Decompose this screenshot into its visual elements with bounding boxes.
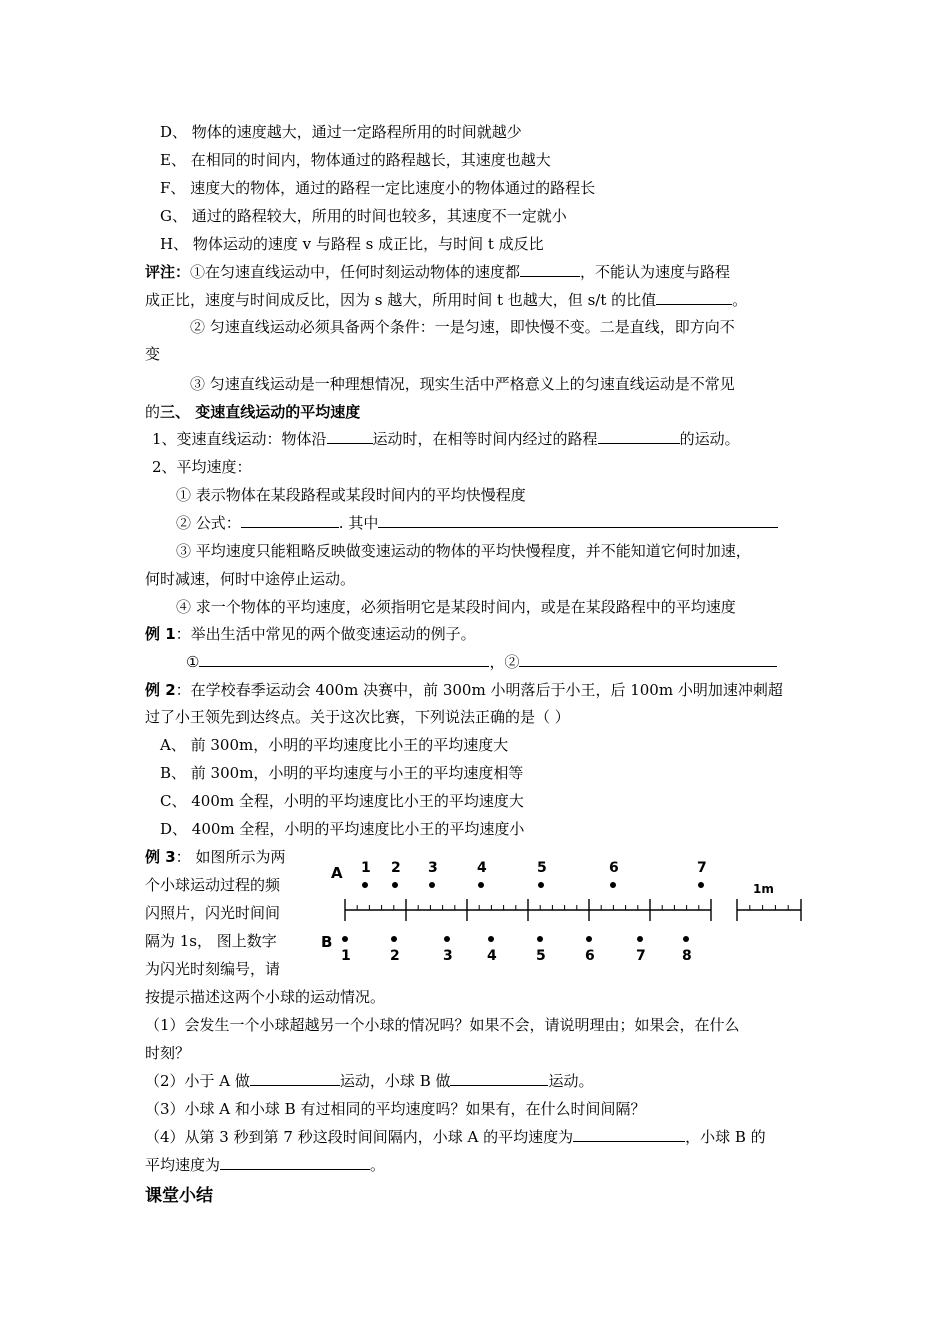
ball-a-dot [538, 882, 544, 888]
section-heading-3: 三、 变速直线运动的平均速度 [160, 403, 361, 421]
flash-photo-figure [315, 850, 815, 968]
ball-b-dot [444, 936, 450, 942]
ball-b-number: 5 [536, 948, 546, 964]
option-h: H、 物体运动的速度 v 与路程 s 成正比，与时间 t 成反比 [160, 235, 544, 253]
example-3-line-2: 个小球运动过程的频 [145, 876, 281, 894]
question-1-line-2: 时刻？ [145, 1044, 191, 1062]
ball-b-number: 4 [487, 948, 497, 964]
ball-b-number: 7 [636, 948, 646, 964]
blank [598, 429, 680, 444]
ball-a-dot [429, 882, 435, 888]
question-4-line-1: （4）从第 3 秒到第 7 秒这段时间间隔内，小球 A 的平均速度为 ，小球 B 的 [145, 1128, 766, 1146]
comment-label: 评注： [145, 263, 191, 281]
blank [520, 262, 580, 277]
scale-label: 1m [753, 882, 774, 896]
ball-a-number: 2 [391, 860, 401, 876]
ball-b-number: 2 [390, 948, 400, 964]
option-d: D、 物体的速度越大，通过一定路程所用的时间就越少 [160, 123, 522, 141]
blank [450, 1071, 548, 1086]
section3-p2: 2、平均速度： [152, 458, 252, 476]
blank [573, 1127, 685, 1142]
question-2: （2）小于 A 做 运动，小球 B 做 运动。 [145, 1072, 594, 1090]
ball-b-number: 6 [585, 948, 595, 964]
blank [241, 513, 339, 528]
ball-a-dot [610, 882, 616, 888]
blank [327, 429, 373, 444]
blank [199, 652, 489, 667]
ball-b-number: 8 [682, 948, 692, 964]
section3-p3: ① 表示物体在某段路程或某段时间内的平均快慢程度 [176, 486, 526, 504]
section3-p7: ④ 求一个物体的平均速度，必须指明它是某段时间内，或是在某段路程中的平均速度 [176, 598, 736, 616]
ball-b-dot [586, 936, 592, 942]
example-2-option-c: C、 400m 全程，小明的平均速度比小王的平均速度大 [160, 792, 524, 810]
example-3-line-4: 隔为 1s， 图上数字 [145, 932, 277, 950]
example-1: 例 1：举出生活中常见的两个做变速运动的例子。 [145, 625, 476, 643]
question-4-line-2: 平均速度为 。 [145, 1156, 386, 1174]
example-3-line-1: 例 3： 如图所示为两 [145, 848, 286, 866]
example-1-label: 例 1 [145, 625, 176, 643]
blank [378, 513, 778, 528]
ball-a-number: 7 [697, 860, 707, 876]
example-3-line-5: 为闪光时刻编号，请 [145, 960, 281, 978]
ball-a-dot [478, 882, 484, 888]
ball-a-number: 5 [537, 860, 547, 876]
blank [656, 290, 732, 305]
comment-line-1: 评注：①在匀速直线运动中，任何时刻运动物体的速度都 ，不能认为速度与路程 [145, 263, 731, 281]
ball-b-dot [683, 936, 689, 942]
ball-b-dot [391, 936, 397, 942]
comment-line-4: 变 [145, 345, 161, 363]
ball-b-dot [637, 936, 643, 942]
ball-a-number: 6 [609, 860, 619, 876]
ball-a-number: 1 [361, 860, 371, 876]
ball-a-label: A [331, 864, 343, 882]
ball-b-number: 1 [341, 948, 351, 964]
ball-a-number: 3 [428, 860, 438, 876]
example-2-option-d: D、 400m 全程，小明的平均速度比小王的平均速度小 [160, 820, 525, 838]
section3-p5: ③ 平均速度只能粗略反映做变速运动的物体的平均快慢程度，并不能知道它何时加速， [176, 542, 751, 560]
section3-p1: 1、变速直线运动：物体沿 运动时，在相等时间内经过的路程 的运动。 [152, 430, 740, 448]
summary-heading: 课堂小结 [145, 1186, 213, 1206]
example-1-blanks: ① ，② [186, 652, 777, 672]
ball-b-dot [488, 936, 494, 942]
example-2-option-b: B、 前 300m，小明的平均速度与小王的平均速度相等 [160, 764, 524, 782]
option-e: E、 在相同的时间内，物体通过的路程越长，其速度也越大 [160, 151, 551, 169]
example-2-option-a: A、 前 300m，小明的平均速度比小王的平均速度大 [160, 736, 509, 754]
comment-line-2: 成正比，速度与时间成反比，因为 s 越大，所用时间 t 也越大，但 s/t 的比值 。 [145, 291, 748, 309]
example-2-line-2: 过了小王领先到达终点。关于这次比赛，下列说法正确的是（ ） [145, 708, 570, 726]
question-3: （3）小球 A 和小球 B 有过相同的平均速度吗？如果有，在什么时间间隔？ [145, 1100, 646, 1118]
ball-a-dot [392, 882, 398, 888]
example-3-label: 例 3 [145, 848, 176, 866]
blank [519, 652, 777, 667]
blank [220, 1155, 370, 1170]
ball-b-dot [537, 936, 543, 942]
ball-a-dot [362, 882, 368, 888]
example-3-line-3: 闪照片，闪光时间间 [145, 904, 281, 922]
option-g: G、 通过的路程较大，所用的时间也较多，其速度不一定就小 [160, 207, 567, 225]
ball-b-dot [342, 936, 348, 942]
example-3-line-6: 按提示描述这两个小球的运动情况。 [145, 988, 386, 1006]
comment-line-5: ③ 匀速直线运动是一种理想情况，现实生活中严格意义上的匀速直线运动是不常见 [190, 375, 735, 393]
comment-line-3: ② 匀速直线运动必须具备两个条件：一是匀速，即快慢不变。二是直线，即方向不 [190, 318, 735, 336]
comment-line-6: 的三、 变速直线运动的平均速度 [145, 403, 361, 421]
question-1-line-1: （1）会发生一个小球超越另一个小球的情况吗？如果不会，请说明理由；如果会，在什么 [145, 1016, 740, 1034]
example-2-line-1: 例 2：在学校春季运动会 400m 决赛中，前 300m 小明落后于小王，后 100m 小明加速冲刺超 [145, 681, 783, 699]
option-f: F、 速度大的物体，通过的路程一定比速度小的物体通过的路程长 [160, 179, 596, 197]
ball-b-number: 3 [443, 948, 453, 964]
section3-p6: 何时减速，何时中途停止运动。 [145, 570, 356, 588]
section3-p4: ② 公式： . 其中 [176, 513, 778, 533]
ball-b-label: B [321, 933, 333, 951]
ball-a-dot [698, 882, 704, 888]
ball-a-number: 4 [477, 860, 487, 876]
blank [250, 1071, 340, 1086]
example-2-label: 例 2 [145, 681, 176, 699]
